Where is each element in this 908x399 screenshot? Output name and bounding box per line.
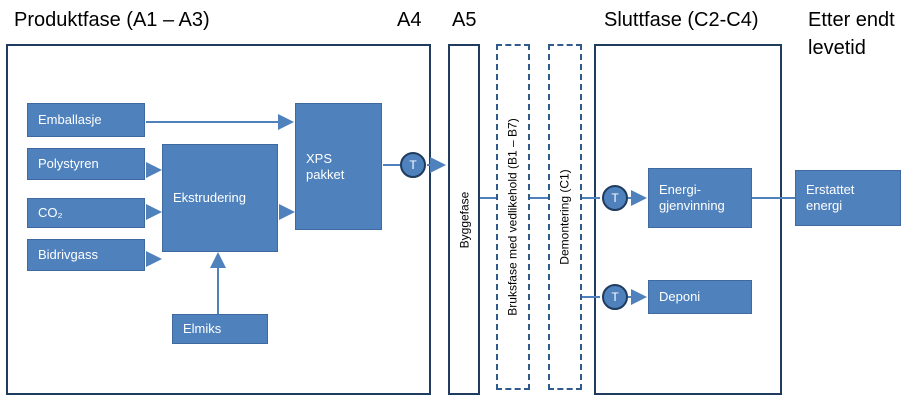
header-a4: A4 — [397, 9, 422, 31]
emballasje-label: Emballasje — [38, 112, 102, 127]
polystyren-box — [27, 148, 145, 180]
energi-label: Energi- — [659, 182, 701, 197]
deponi-box — [648, 280, 752, 314]
elmiks-label: Elmiks — [183, 321, 222, 336]
header-sluttfase: Sluttfase (C2-C4) — [604, 9, 759, 31]
erstattet-label: Erstattet — [806, 182, 855, 197]
transport-a4-label: T — [409, 158, 417, 172]
emballasje-box — [27, 103, 145, 137]
byggefase-label: Byggefase — [457, 191, 471, 248]
transport-a4-icon — [400, 152, 426, 178]
ekstrudering-label: Ekstrudering — [173, 190, 246, 205]
polystyren-label: Polystyren — [38, 156, 99, 171]
gjenvinning-label: gjenvinning — [659, 198, 725, 213]
bruksfase-label: Bruksfase med vedlikehold (B1 – B7) — [506, 118, 520, 316]
header-levetid: levetid — [808, 37, 866, 59]
deponi-label: Deponi — [659, 289, 701, 304]
xps-label: XPS — [306, 150, 333, 166]
energigjenvinning-box — [648, 168, 752, 228]
transport-deponi-label: T — [611, 290, 619, 304]
header-etter-endt: Etter endt — [808, 9, 895, 31]
transport-energi-label: T — [611, 191, 619, 205]
erstattet-energi-box — [795, 170, 901, 226]
co2-label: CO₂ — [38, 205, 63, 220]
xps-pakket-box — [295, 103, 382, 230]
header-produktfase: Produktfase (A1 – A3) — [14, 9, 210, 31]
energi-result-label: energi — [806, 198, 843, 213]
transport-deponi-icon — [602, 284, 628, 310]
ekstrudering-box — [162, 144, 278, 252]
transport-energi-icon — [602, 185, 628, 211]
pakket-label: pakket — [306, 166, 345, 182]
bidrivgass-box — [27, 239, 145, 271]
header-a5: A5 — [452, 9, 477, 31]
co2-box — [27, 198, 145, 228]
bidrivgass-label: Bidrivgass — [38, 247, 98, 262]
elmiks-box — [172, 314, 268, 344]
demontering-label: Demontering (C1) — [558, 169, 572, 265]
